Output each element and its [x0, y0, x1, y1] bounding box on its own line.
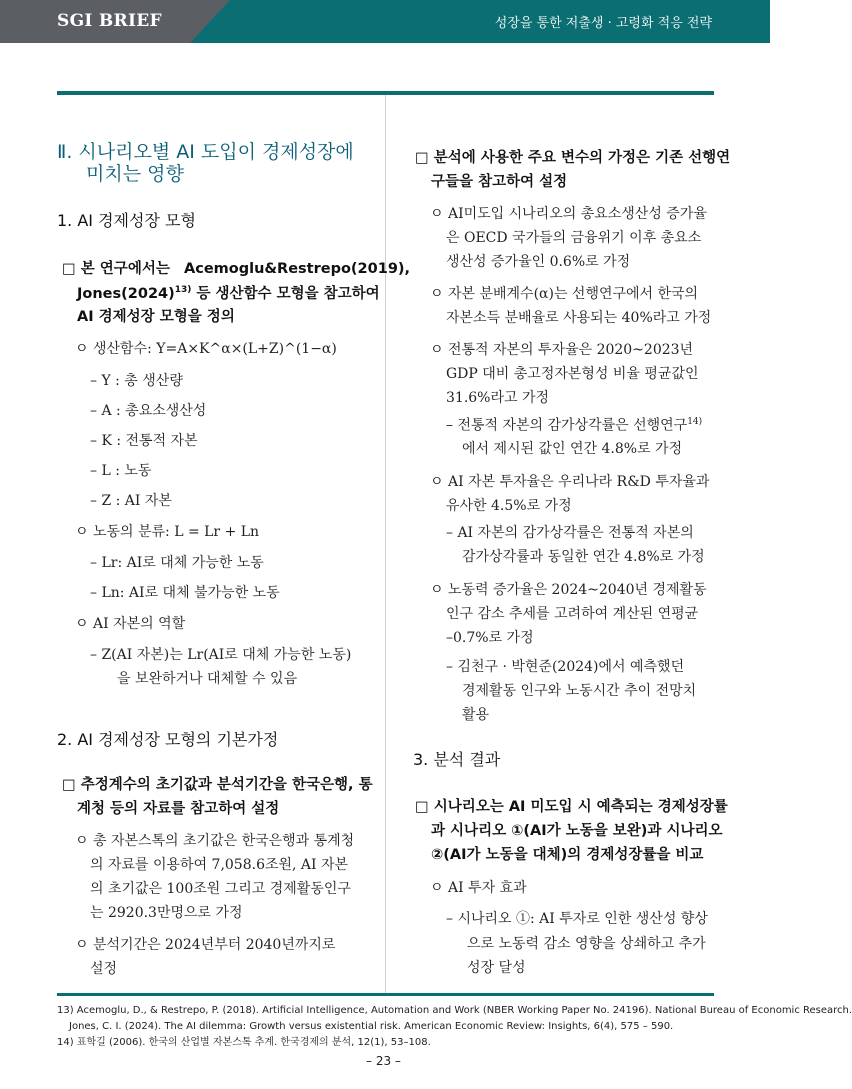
footnote-divider — [57, 993, 714, 996]
item-scenario-1-l2: 으로 노동력 감소 영향을 상쇄하고 추가 — [467, 936, 706, 952]
item-ai-capital-role: ㅇ AI 자본의 역할 — [75, 616, 186, 632]
bullet-coefficients-cont: 계청 등의 자료를 참고하여 설정 — [77, 801, 280, 817]
item-investment-rate-l2: GDP 대비 총고정자본형성 비율 평균값인 — [446, 366, 699, 382]
footnote-14: 14) 표학길 (2006). 한국의 산업별 자본스톡 추계. 한국경제의 분석, 12(1), 53–108. — [57, 1037, 431, 1048]
item-depreciation-cont: 에서 제시된 값인 연간 4.8%로 가정 — [462, 441, 683, 457]
bullet-coefficients: □ 추정계수의 초기값과 분석기간을 한국은행, 통 — [62, 777, 373, 793]
item-capital-share-l2: 자본소득 분배율로 사용되는 40%라고 가정 — [446, 310, 712, 326]
item-y: – Y : 총 생산량 — [90, 373, 183, 389]
item-ai-role-desc-cont: 을 보완하거나 대체할 수 있음 — [117, 671, 298, 687]
item-labor-source-l2: 경제활동 인구와 노동시간 추이 전망치 — [462, 683, 697, 699]
item-capital-stock: ㅇ 총 자본스톡의 초기값은 한국은행과 통계청 — [75, 833, 355, 849]
item-labor-growth: ㅇ 노동력 증가율은 2024~2040년 경제활동 — [430, 582, 707, 598]
item-capital-share: ㅇ 자본 분배계수(α)는 선행연구에서 한국의 — [430, 286, 699, 302]
item-capital-stock-l2: 의 자료를 이용하여 7,058.6조원, AI 자본 — [90, 857, 349, 873]
bullet-model-b: Acemoglu&Restrepo(2019), — [184, 261, 411, 277]
item-labor-source: – 김천구 · 박현준(2024)에서 예측했던 — [446, 659, 685, 675]
item-capital-stock-l4: 는 2920.3만명으로 가정 — [90, 905, 243, 921]
page-header — [0, 0, 770, 43]
item-analysis-period-cont: 설정 — [90, 961, 118, 977]
item-production-function: ㅇ 생산함수: Y=A×K^α×(L+Z)^(1−α) — [75, 341, 337, 357]
bullet-scenarios-l2: 과 시나리오 ①(AI가 노동을 보완)과 시나리오 — [431, 823, 723, 839]
item-a: – A : 총요소생산성 — [90, 403, 207, 419]
item-tfp: ㅇ AI미도입 시나리오의 총요소생산성 증가율 — [430, 206, 707, 222]
bullet-model-a: □ 본 연구에서는 — [62, 261, 170, 277]
item-ai-investment-l2: 유사한 4.5%로 가정 — [446, 498, 572, 514]
item-k: – K : 전통적 자본 — [90, 433, 198, 449]
item-scenario-1: – 시나리오 ①: AI 투자로 인한 생산성 향상 — [446, 911, 708, 927]
header-title: 성장을 통한 저출생 · 고령화 적응 전략 — [494, 16, 712, 31]
section-title: Ⅱ. 시나리오별 AI 도입이 경제성장에 — [57, 141, 354, 163]
heading-basic-assumptions: 2. AI 경제성장 모형의 기본가정 — [57, 730, 279, 749]
item-labor-growth-l2: 인구 감소 추세를 고려하여 계산된 연평균 — [446, 606, 699, 622]
item-capital-stock-l3: 의 초기값은 100조원 그리고 경제활동인구 — [90, 881, 351, 897]
column-divider — [385, 95, 386, 995]
item-lr: – Lr: AI로 대체 가능한 노동 — [90, 555, 264, 571]
item-scenario-1-l3: 성장 달성 — [467, 960, 526, 976]
item-ai-depreciation-cont: 감가상각률과 동일한 연간 4.8%로 가정 — [462, 549, 705, 565]
section-title-cont: 미치는 영향 — [86, 163, 184, 185]
item-l: – L : 노동 — [90, 463, 152, 479]
bullet-variables-cont: 구들을 참고하여 설정 — [431, 174, 568, 190]
item-labor-class: ㅇ 노동의 분류: L = Lr + Ln — [75, 524, 260, 540]
bullet-model-line2: $Jones(2024)^{13)}$ 등 생산함수 모형을 참고하여 — [77, 285, 380, 302]
heading-ai-growth-model: 1. AI 경제성장 모형 — [57, 211, 196, 230]
item-labor-growth-l3: –0.7%로 가정 — [446, 630, 534, 646]
item-ai-investment: ㅇ AI 자본 투자율은 우리나라 R&D 투자율과 — [430, 474, 710, 490]
item-tfp-l3: 생산성 증가율인 0.6%로 가정 — [446, 254, 631, 270]
heading-analysis-results: 3. 분석 결과 — [413, 750, 501, 769]
bullet-scenarios-l3: ②(AI가 노동을 대체)의 경제성장률을 비교 — [431, 847, 704, 863]
footnote-13: 13) Acemoglu, D., & Restrepo, P. (2018). Artificial Intelligence, Automation and Work (NBER Working Paper No. 24196). National Bureau of Economic Research. — [57, 1005, 852, 1016]
item-tfp-l2: 은 OECD 국가들의 금융위기 이후 총요소 — [446, 230, 702, 246]
item-z: – Z : AI 자본 — [90, 493, 172, 509]
page-number: – 23 – — [366, 1054, 401, 1068]
brand-label: SGI BRIEF — [57, 11, 162, 31]
bullet-variables: □ 분석에 사용한 주요 변수의 가정은 기존 선행연 — [415, 150, 731, 166]
item-depreciation: – 전통적 자본의 감가상각률은 선행연구$^{14)}$ — [446, 417, 703, 434]
item-ai-depreciation: – AI 자본의 감가상각률은 전통적 자본의 — [446, 525, 694, 541]
item-investment-rate-l3: 31.6%라고 가정 — [446, 390, 550, 406]
item-analysis-period: ㅇ 분석기간은 2024년부터 2040년까지로 — [75, 937, 336, 953]
bullet-scenarios: □ 시나리오는 AI 미도입 시 예측되는 경제성장률 — [415, 799, 728, 815]
item-ai-role-desc: – Z(AI 자본)는 Lr(AI로 대체 가능한 노동) — [90, 647, 352, 663]
item-investment-rate: ㅇ 전통적 자본의 투자율은 2020~2023년 — [430, 342, 694, 358]
bullet-model-line3: AI 경제성장 모형을 정의 — [77, 309, 235, 325]
item-ln: – Ln: AI로 대체 불가능한 노동 — [90, 585, 280, 601]
item-labor-source-l3: 활용 — [462, 707, 490, 723]
footnote-13-cont: Jones, C. I. (2024). The AI dilemma: Growth versus existential risk. American Economic Review: Insights, 6(4), 575 – 590. — [69, 1021, 674, 1032]
item-ai-investment-effect: ㅇ AI 투자 효과 — [430, 880, 527, 896]
